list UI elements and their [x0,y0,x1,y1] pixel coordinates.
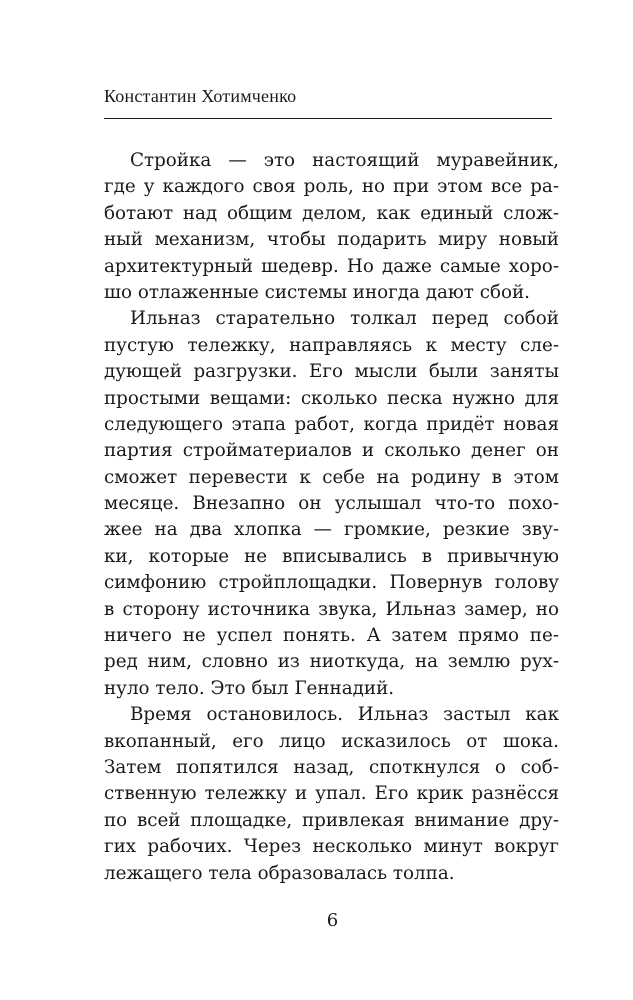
text-line: шо отлаженные системы иногда дают сбой. [104,281,530,303]
text-line: где у каждого своя роль, но при этом все ра- [104,176,559,198]
text-line: Стройка — это настоящий муравейник, [130,150,559,171]
text-line: дующей разгрузки. Его мысли были заняты [104,361,559,383]
text-line: ботают над общим делом, как единый слож- [104,202,559,224]
text-line: месяце. Внезапно он услышал что-то похо- [104,493,559,515]
body-text [104,148,559,887]
page-number: 6 [326,910,339,931]
text-line: гих рабочих. Через несколько минут вокруг [104,836,559,858]
text-line: простыми вещами: сколько песка нужно для [104,387,559,409]
text-line: симфонию стройплощадки. Повернув голову [104,572,559,594]
text-line: лежащего тела образовалась толпа. [104,862,455,884]
text-line: Затем попятился назад, споткнулся о соб- [104,756,559,778]
paragraph-1 [104,148,559,306]
text-line: пустую тележку, направляясь к месту сле- [104,334,559,356]
header-rule [104,118,552,119]
text-line: жее на два хлопка — громкие, резкие зву- [104,519,559,541]
text-line: по всей площадке, привлекая внимание дру- [104,809,559,831]
text-line: в сторону источника звука, Ильназ замер, но [104,598,559,620]
text-line: сможет перевести к себе на родину в этом [104,466,559,488]
text-line: Время остановилось. Ильназ застыл как [130,704,559,726]
text-line: ки, которые не вписывались в привычную [104,545,559,567]
paragraph-2 [104,306,559,702]
text-line: ственную тележку и упал. Его крик разнёсся [104,783,559,805]
text-line: ный механизм, чтобы подарить миру новый [104,229,559,251]
text-line: следующего этапа работ, когда придёт новая [104,413,559,435]
text-line: вкопанный, его лицо исказилось от шока. [104,730,559,752]
paragraph-3 [104,702,559,887]
text-line: архитектурный шедевр. Но даже самые хоро- [104,255,559,277]
running-header-author: Константин Хотимченко [104,86,297,106]
text-line: нуло тело. Это был Геннадий. [104,677,395,699]
text-line: ничего не успел понять. А затем прямо пе- [104,625,559,647]
text-line: ред ним, словно из ниоткуда, на землю рух- [104,651,559,673]
text-line: партия стройматериалов и сколько денег он [104,440,559,462]
text-line: Ильназ старательно толкал перед собой [130,308,559,330]
